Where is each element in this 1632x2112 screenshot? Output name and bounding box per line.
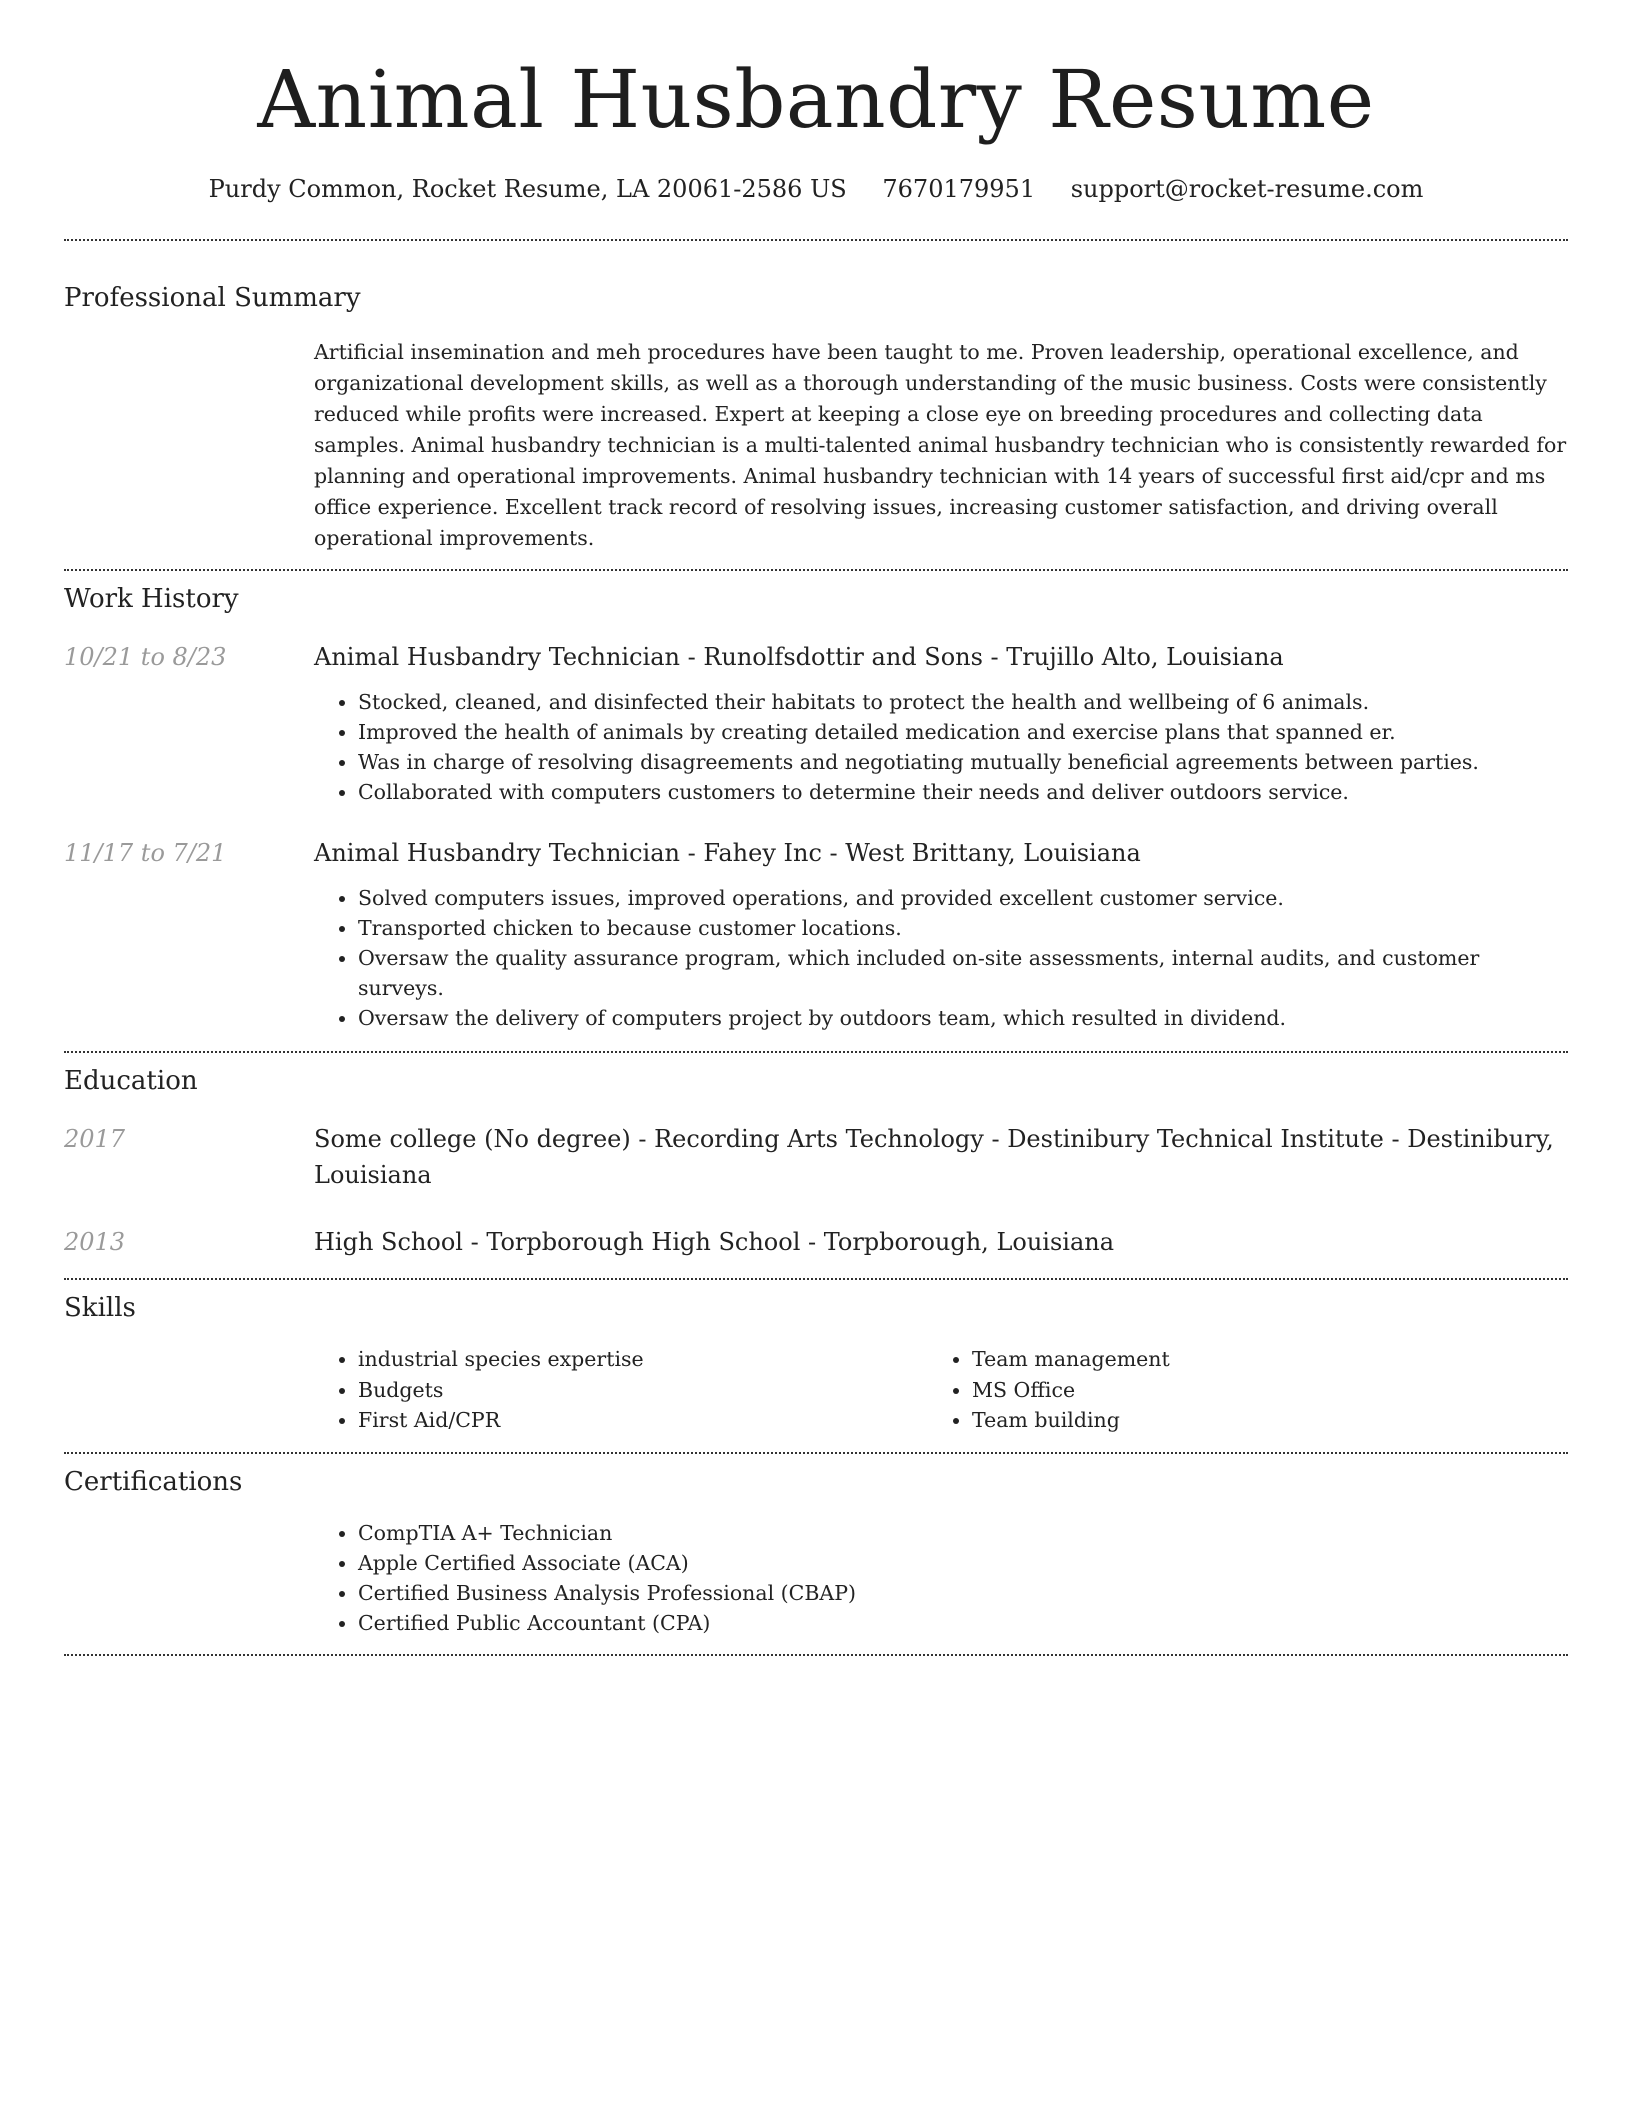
list-item: • Stocked, cleaned, and disinfected their habitats to protect the health and wellbeing of 6 animals. — [358, 687, 1568, 717]
skills-heading: Skills — [64, 1293, 136, 1323]
list-item: • Team management — [972, 1344, 1542, 1375]
education-heading: Education — [64, 1066, 198, 1096]
address-text: Purdy Common, Rocket Resume, LA 20061-2586 US — [208, 175, 847, 203]
skills-section — [64, 1280, 1568, 1436]
list-item: • Collaborated with computers customers to determine their needs and deliver outdoors service. — [358, 777, 1568, 807]
education-section — [64, 1053, 1568, 1260]
job-entry — [64, 835, 1568, 1033]
job-heading: Animal Husbandry Technician - Fahey Inc - West Brittany, Louisiana — [314, 839, 1141, 867]
education-year: 2013 — [64, 1228, 126, 1256]
list-item: • Apple Certified Associate (ACA) — [358, 1548, 1568, 1578]
list-item: • CompTIA A+ Technician — [358, 1518, 1568, 1548]
list-item: • MS Office — [972, 1375, 1542, 1406]
list-item: • industrial species expertise — [358, 1344, 928, 1375]
summary-section — [64, 241, 1568, 554]
skills-list-left — [314, 1344, 928, 1436]
contact-line — [64, 174, 1568, 204]
email-link[interactable]: support@rocket-resume.com — [1070, 175, 1424, 203]
certifications-section — [64, 1454, 1568, 1638]
education-year: 2017 — [64, 1125, 126, 1153]
work-history-heading: Work History — [64, 584, 239, 614]
divider — [64, 1654, 1568, 1656]
list-item: • Oversaw the quality assurance program, which included on-site assessments, internal audits, and customer surveys. — [358, 943, 1568, 1003]
job-heading: Animal Husbandry Technician - Runolfsdottir and Sons - Trujillo Alto, Louisiana — [314, 643, 1284, 671]
list-item: • Was in charge of resolving disagreements and negotiating mutually beneficial agreements between parties. — [358, 747, 1568, 777]
phone-text: 7670179951 — [882, 175, 1036, 203]
list-item: • Certified Public Accountant (CPA) — [358, 1608, 1568, 1638]
skills-list-right — [928, 1344, 1542, 1436]
education-heading-text: Some college (No degree) - Recording Arts Technology - Destinibury Technical Institute - Destinibury, Louisiana — [314, 1125, 1554, 1189]
job-dates: 11/17 to 7/21 — [64, 839, 227, 867]
list-item: • Budgets — [358, 1375, 928, 1406]
resume-page — [64, 0, 1568, 1656]
list-item: • Certified Business Analysis Professional (CBAP) — [358, 1578, 1568, 1608]
resume-title: Animal Husbandry Resume — [257, 53, 1375, 146]
list-item: • Solved computers issues, improved operations, and provided excellent customer service. — [358, 883, 1568, 913]
list-item: • Team building — [972, 1405, 1542, 1436]
job-bullets — [314, 883, 1568, 1033]
summary-heading: Professional Summary — [64, 283, 361, 313]
education-entry — [64, 1224, 1568, 1260]
work-history-section — [64, 571, 1568, 1033]
list-item: • Oversaw the delivery of computers project by outdoors team, which resulted in dividend. — [358, 1003, 1568, 1033]
job-bullets — [314, 687, 1568, 807]
certifications-list — [314, 1518, 1568, 1638]
education-entry — [64, 1121, 1568, 1193]
job-entry — [64, 639, 1568, 807]
list-item: • Improved the health of animals by creating detailed medication and exercise plans that spanned er. — [358, 717, 1568, 747]
certifications-heading: Certifications — [64, 1466, 243, 1497]
summary-text: Artificial insemination and meh procedures have been taught to me. Proven leadership, operational excellence, and organizational development skills, as well as a thorough understanding of the music business. Costs were consistently reduced while profits were increased. Expert at keeping a close eye on breeding procedures and collecting data samples. Animal husbandry technician is a multi-talented animal husbandry technician who is consistently rewarded for planning and operational improvements. Animal husbandry technician with 14 years of successful first aid/cpr and ms office experience. Excellent track record of resolving issues, increasing customer satisfaction, and driving overall operational improvements. — [314, 340, 1567, 550]
education-heading-text: High School - Torpborough High School - Torpborough, Louisiana — [314, 1228, 1115, 1256]
job-dates: 10/21 to 8/23 — [64, 643, 227, 671]
list-item: • Transported chicken to because customer locations. — [358, 913, 1568, 943]
list-item: • First Aid/CPR — [358, 1405, 928, 1436]
